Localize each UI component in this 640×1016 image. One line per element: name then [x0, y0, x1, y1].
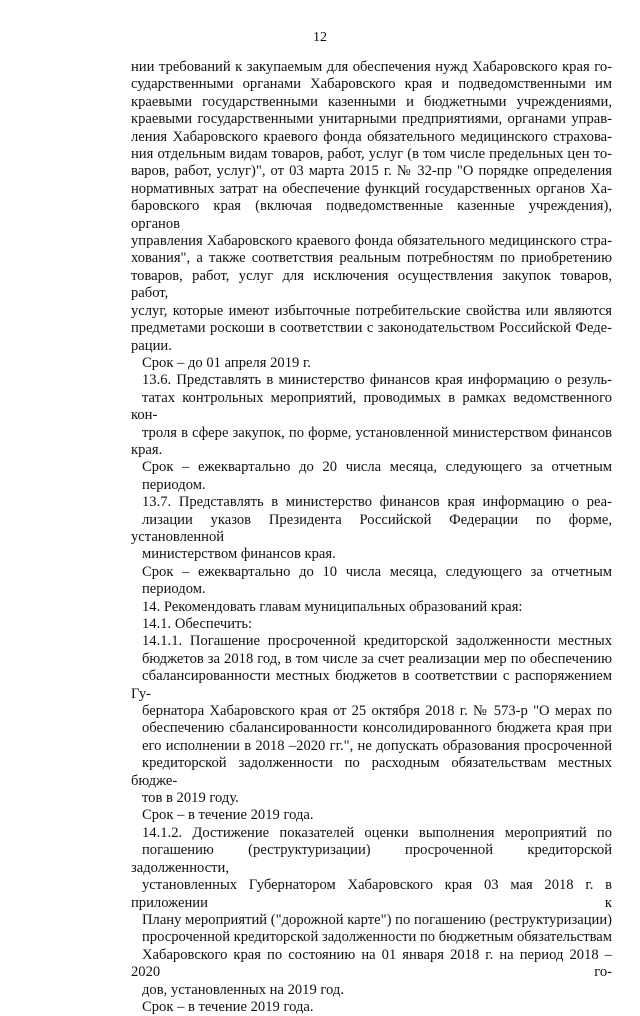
- paragraph: [131, 355, 612, 372]
- text-line: бюджетов за 2018 год, в том числе за счет реализации мер по обеспечению: [142, 650, 612, 667]
- text-line: товаров, работ, услуг для исключения осуществления закупок товаров, работ,: [131, 267, 612, 302]
- text-line: министерством финансов края.: [142, 546, 336, 563]
- paragraph: [131, 599, 612, 616]
- text-line: баровского края (включая подведомственные казенные учреждения), органов: [131, 198, 612, 232]
- paragraph: [131, 999, 612, 1016]
- page-number: 12: [313, 30, 327, 45]
- text-line: нии требований к закупаемым для обеспечения нужд Хабаровского края го-: [131, 59, 612, 75]
- text-line: троля в сфере закупок, по форме, установленной министерством финансов края.: [131, 424, 612, 458]
- text-line: 13.6. Представлять в министерство финансов края информацию о резуль-: [142, 372, 612, 389]
- paragraph: [131, 459, 612, 494]
- text-line: ления Хабаровского краевого фонда обязательного медицинского страхова-: [131, 128, 612, 145]
- text-line: варов, работ, услуг)", от 03 марта 2015 г. № 32-пр "О порядке определения: [131, 163, 612, 180]
- text-line: 14. Рекомендовать главам муниципальных образований края:: [142, 598, 523, 615]
- text-line: дов, установленных на 2019 год.: [142, 981, 344, 998]
- paragraph: [131, 372, 612, 459]
- text-line: предметами роскоши в соответствии с законодательством Российской Феде-: [131, 320, 612, 337]
- text-line: Срок – в течение 2019 года.: [142, 807, 314, 824]
- text-line: периодом.: [142, 476, 206, 493]
- text-line: 14.1.2. Достижение показателей оценки выполнения мероприятий по: [142, 824, 612, 841]
- text-line: татах контрольных мероприятий, проводимых в рамках ведомственного кон-: [131, 389, 612, 424]
- text-line: сударственными органами Хабаровского края и подведомственными им: [131, 76, 612, 93]
- text-line: ния отдельным видам товаров, работ, услуг (в том числе предельных цен то-: [131, 146, 612, 163]
- text-line: Срок – ежеквартально до 20 числа месяца, следующего за отчетным: [142, 459, 612, 476]
- text-line: услуг, которые имеют избыточные потребительские свойства или являются: [131, 302, 612, 319]
- paragraph: [131, 825, 612, 999]
- text-line: Срок – до 01 апреля 2019 г.: [142, 354, 311, 371]
- text-line: сбалансированности местных бюджетов в соответствии с распоряжением Гу-: [131, 668, 612, 702]
- document-body: [131, 59, 612, 1016]
- text-line: периодом.: [142, 581, 206, 598]
- text-line: обеспечению сбалансированности консолидированного бюджета края при: [142, 720, 612, 737]
- text-line: хования", а также соответствия реальным потребностям по приобретению: [131, 250, 612, 267]
- text-line: тов в 2019 году.: [142, 790, 239, 807]
- text-line: установленных Губернатором Хабаровского края 03 мая 2018 г. в приложении к: [131, 877, 612, 911]
- text-line: нормативных затрат на обеспечение функций государственных органов Ха-: [131, 180, 612, 197]
- text-line: его исполнении в 2018 –2020 гг.", не допускать образования просроченной: [142, 737, 612, 754]
- paragraph: [131, 494, 612, 564]
- text-line: Срок – в течение 2019 года.: [142, 998, 314, 1015]
- paragraph: [131, 807, 612, 824]
- text-line: просроченной кредиторской задолженности по бюджетным обязательствам: [142, 929, 612, 946]
- text-line: погашению (реструктуризации) просроченной кредиторской задолженности,: [131, 842, 612, 876]
- text-line: Плану мероприятий ("дорожной карте") по погашению (реструктуризации): [142, 911, 612, 928]
- text-line: краевыми государственными унитарными предприятиями, органами управ-: [131, 111, 612, 128]
- text-line: Срок – ежеквартально до 10 числа месяца, следующего за отчетным: [142, 563, 612, 580]
- paragraph: [131, 564, 612, 599]
- text-line: 14.1. Обеспечить:: [142, 616, 253, 632]
- text-line: 14.1.1. Погашение просроченной кредиторской задолженности местных: [142, 633, 612, 650]
- text-line: кредиторской задолженности по расходным обязательствам местных бюдже-: [131, 755, 612, 789]
- paragraph: [131, 616, 612, 633]
- paragraph: [131, 633, 612, 807]
- paragraph: [131, 59, 612, 355]
- text-line: лизации указов Президента Российской Федерации по форме, установленной: [131, 511, 612, 545]
- text-line: рации.: [131, 337, 172, 354]
- text-line: управления Хабаровского краевого фонда обязательного медицинского стра-: [131, 233, 612, 250]
- text-line: Хабаровского края по состоянию на 01 января 2018 г. на период 2018 – 2020 го-: [131, 946, 612, 981]
- text-line: 13.7. Представлять в министерство финансов края информацию о реа-: [142, 494, 612, 511]
- text-line: краевыми государственными казенными и бюджетными учреждениями,: [131, 93, 612, 110]
- text-line: бернатора Хабаровского края от 25 октября 2018 г. № 573-р "О мерах по: [142, 703, 612, 720]
